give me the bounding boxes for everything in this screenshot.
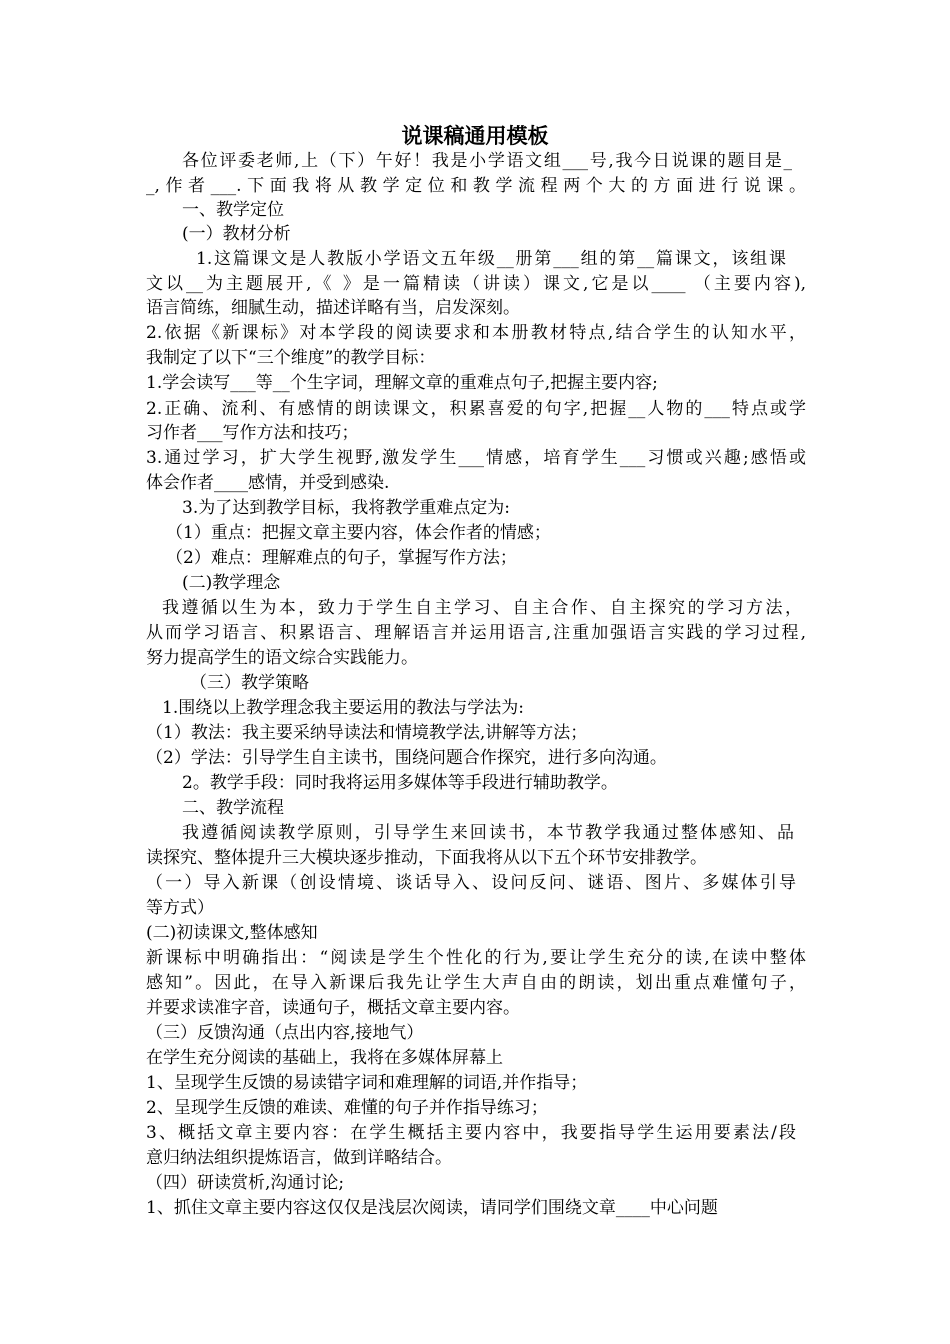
text-line: 读探究、整体提升三大模块逐步推动，下面我将从以下五个环节安排教学。 <box>146 848 707 868</box>
text-line: 1.学会读写___等__个生字词，理解文章的重难点句子,把握主要内容; <box>146 373 658 393</box>
text-line: 1、抓住文章主要内容这仅仅是浅层次阅读，请同学们围绕文章____中心问题 <box>146 1198 718 1218</box>
text-line: 习作者___写作方法和技巧； <box>146 423 359 443</box>
text-line: 2、呈现学生反馈的难读、难懂的句子并作指导练习； <box>146 1098 548 1118</box>
text-line: (一）教材分析 <box>182 224 291 244</box>
text-line: 各位评委老师,上（下）午好！我是小学语文组___号,我今日说课的题目是_ <box>182 151 792 171</box>
text-line: （2）学法：引导学生自主读书，围绕问题合作探究，进行多向沟通。 <box>146 748 667 768</box>
text-line: （1）教法：我主要采纳导读法和情境教学法,讲解等方法； <box>146 723 588 743</box>
text-line: （1）重点：把握文章主要内容，体会作者的情感； <box>166 523 551 543</box>
text-line: 二、教学流程 <box>182 798 284 818</box>
text-line: 语言简练，细腻生动，描述详略有当，启发深刻。 <box>146 298 520 318</box>
text-line: （一）导入新课（创设情境、谈话导入、设问反问、谜语、图片、多媒体引导 <box>146 873 796 893</box>
text-line: 2.依据《新课标》对本学段的阅读要求和本册教材特点,结合学生的认知水平， <box>146 323 806 343</box>
text-line: 1.这篇课文是人教版小学语文五年级__册第___组的第__篇课文，该组课 <box>196 249 786 269</box>
text-line: （三）反馈沟通（点出内容,接地气） <box>146 1023 424 1043</box>
text-line: 在学生充分阅读的基础上，我将在多媒体屏幕上 <box>146 1048 503 1068</box>
text-line: 我制定了以下“三个维度”的教学目标： <box>146 348 436 368</box>
text-line: 意归纳法组织提炼语言，做到详略结合。 <box>146 1148 452 1168</box>
text-line: (二)初读课文,整体感知 <box>146 923 318 943</box>
text-line: 2.正确、流利、有感情的朗读课文，积累喜爱的句字,把握__人物的___特点或学 <box>146 399 806 419</box>
text-line: 一、教学定位 <box>182 200 284 220</box>
text-line: （三）教学策略 <box>190 673 309 693</box>
text-line: 等方式） <box>146 898 214 918</box>
text-line: 并要求读准字音，读通句子，概括文章主要内容。 <box>146 998 520 1018</box>
text-line: 3.通过学习，扩大学生视野,激发学生___情感，培育学生___习惯或兴趣;感悟或 <box>146 448 806 468</box>
text-line: 2。教学手段：同时我将运用多媒体等手段进行辅助教学。 <box>182 773 618 793</box>
text-line: （2）难点：理解难点的句子，掌握写作方法； <box>166 548 517 568</box>
text-line: 我遵循阅读教学原则，引导学生来回读书，本节教学我通过整体感知、品 <box>182 823 794 843</box>
document-title: 说课稿通用模板 <box>401 124 549 148</box>
text-line: 3.为了达到教学目标，我将教学重难点定为: <box>182 498 510 518</box>
text-line: 体会作者____感情，并受到感染. <box>146 473 390 493</box>
text-line: _,作者___.下面我将从教学定位和教学流程两个大的方面进行说课。 <box>146 176 806 196</box>
text-line: 感知”。因此，在导入新课后我先让学生大声自由的朗读，划出重点难懂句子， <box>146 973 806 993</box>
text-line: 新课标中明确指出：“阅读是学生个性化的行为,要让学生充分的读,在读中整体 <box>146 948 806 968</box>
text-line: 3、概括文章主要内容：在学生概括主要内容中，我要指导学生运用要素法/段 <box>146 1123 796 1143</box>
text-line: （四）研读赏析,沟通讨论; <box>146 1173 345 1193</box>
text-line: (二)教学理念 <box>182 573 281 593</box>
text-line: 从而学习语言、积累语言、理解语言并运用语言,注重加强语言实践的学习过程, <box>146 623 806 643</box>
text-line: 我遵循以生为本，致力于学生自主学习、自主合作、自主探究的学习方法， <box>162 598 802 618</box>
text-line: 努力提高学生的语文综合实践能力。 <box>146 648 418 668</box>
text-line: 1、呈现学生反馈的易读错字词和难理解的词语,并作指导； <box>146 1073 588 1093</box>
text-line: 1.围绕以上教学理念我主要运用的教法与学法为: <box>162 698 524 718</box>
text-line: 文以__为主题展开,《 》是一篇精读（讲读）课文,它是以____ （主要内容), <box>146 274 806 294</box>
